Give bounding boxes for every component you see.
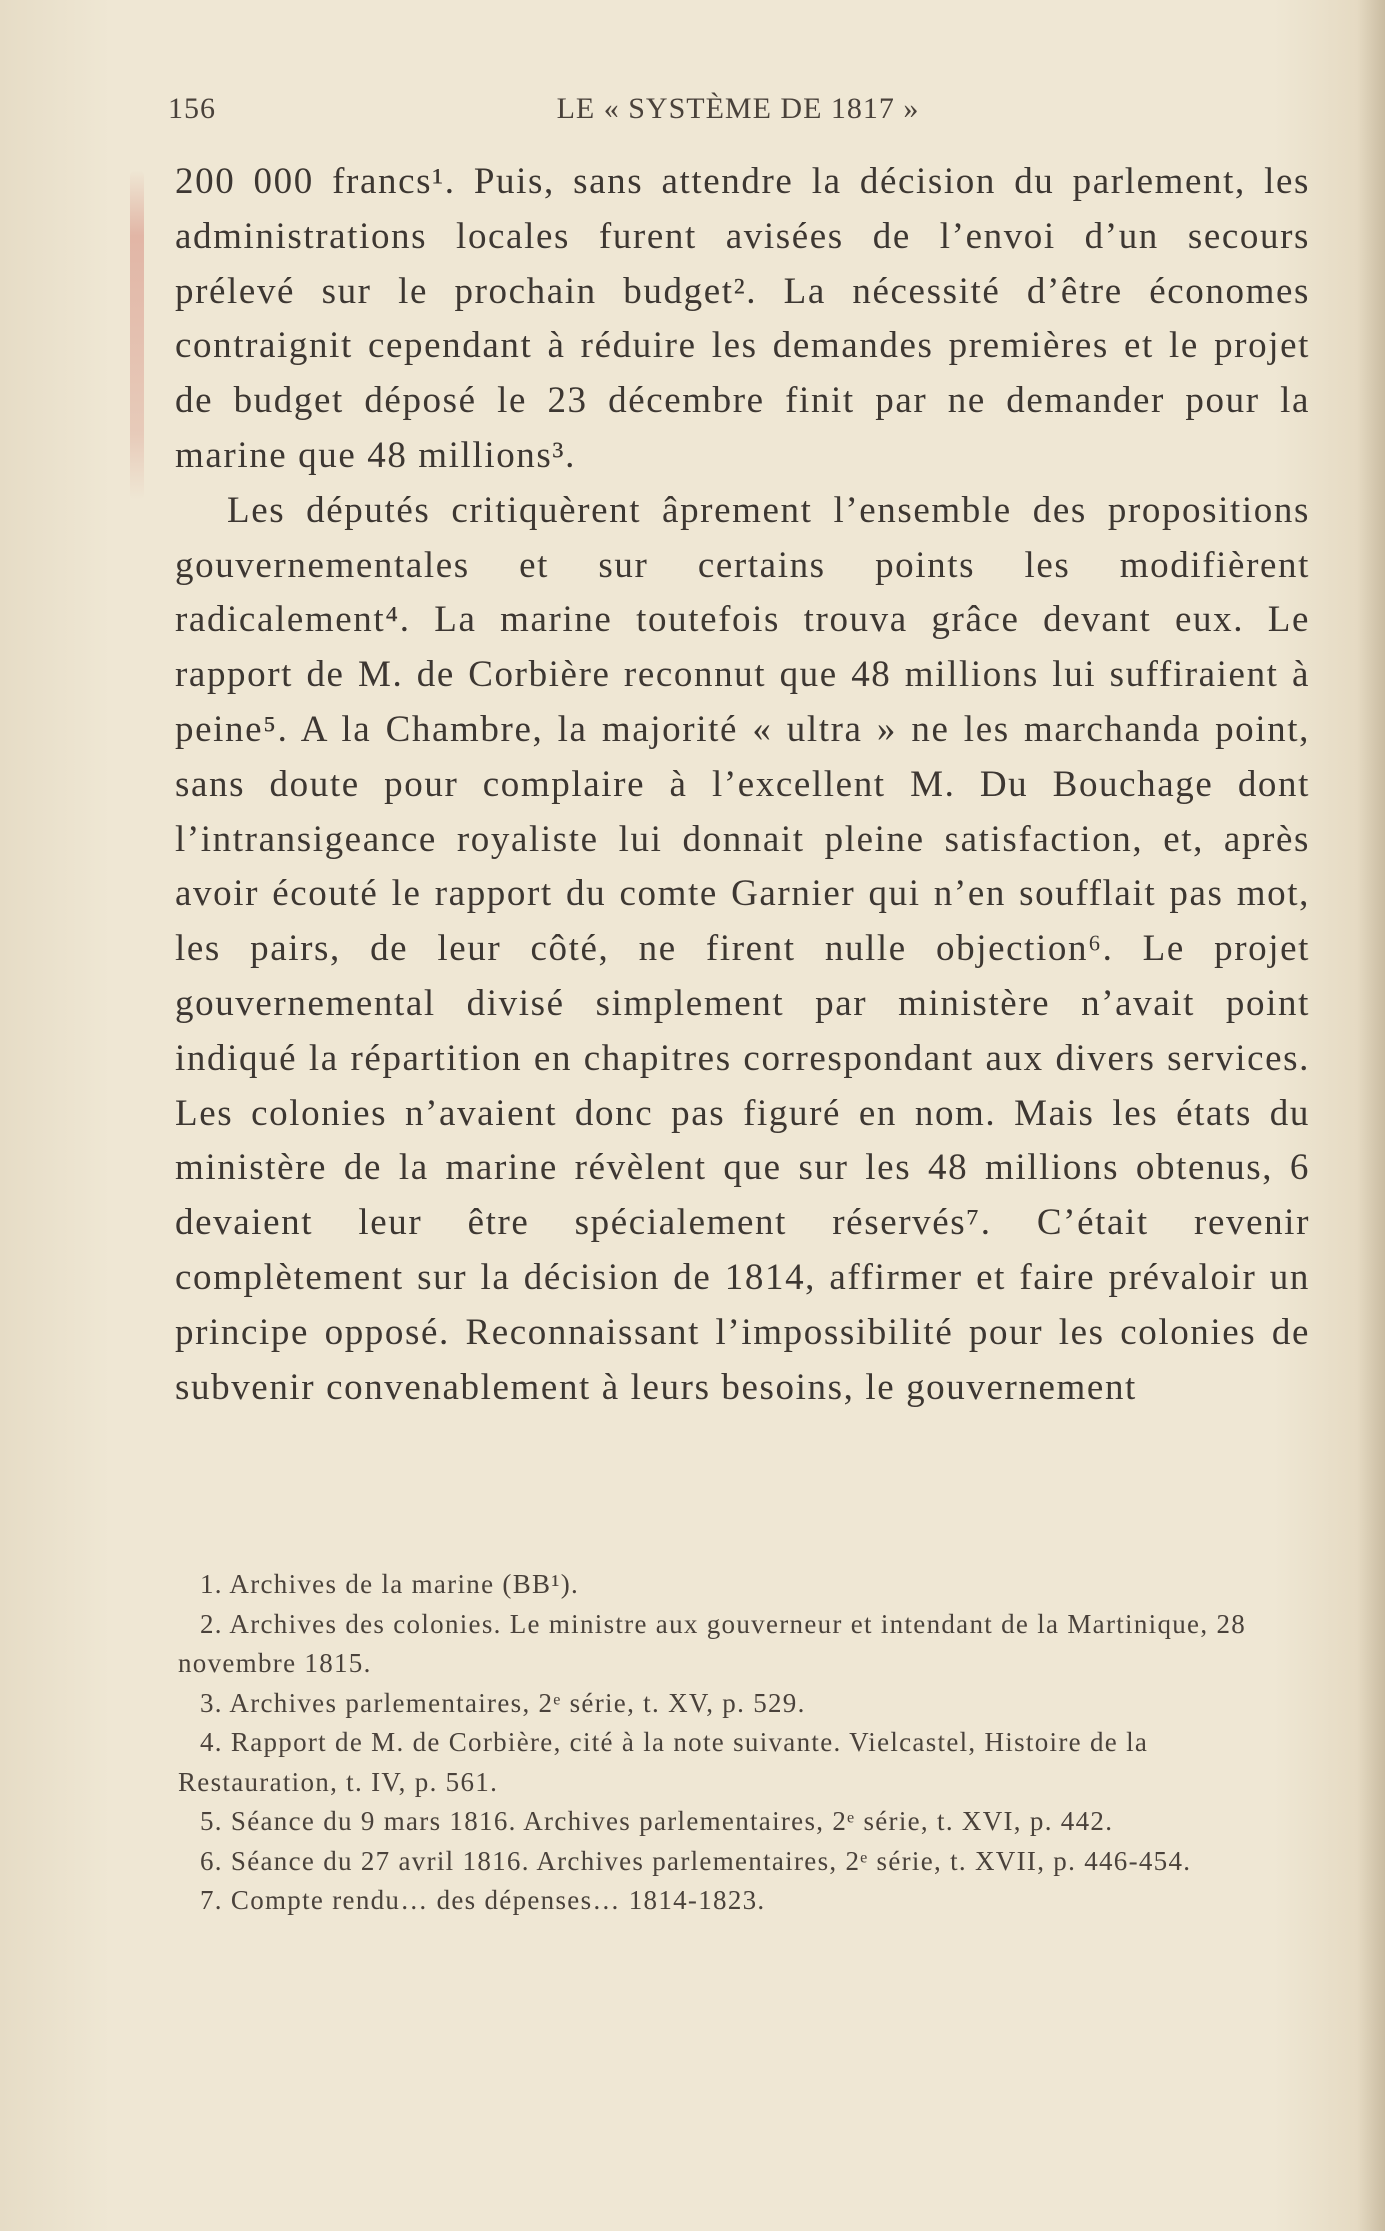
margin-stain <box>130 170 144 500</box>
footnote-2: 2. Archives des colonies. Le ministre aux gouverneur et intendant de la Martinique, 28 novembre 1815. <box>178 1608 1247 1678</box>
page-edge-shadow <box>1357 0 1385 2231</box>
paragraph-1: 200 000 francs¹. Puis, sans attendre la décision du parlement, les administrations locales furent avisées de l’envoi d’un secours prélevé sur le prochain budget². La nécessité d’être économes contraignit cependant à réduire les demandes premières et le projet de budget déposé le 23 décembre finit par ne demander pour la marine que 48 millions³. <box>175 161 1310 476</box>
footnote-1: 1. Archives de la marine (BB¹). <box>200 1569 580 1599</box>
running-header <box>168 92 1308 132</box>
footnote-7: 7. Compte rendu… des dépenses… 1814-1823. <box>200 1885 766 1915</box>
page-number: 156 <box>168 92 216 125</box>
footnote-6: 6. Séance du 27 avril 1816. Archives parlementaires, 2ᵉ série, t. XVII, p. 446-454. <box>200 1845 1192 1876</box>
footnote-5: 5. Séance du 9 mars 1816. Archives parlementaires, 2ᵉ série, t. XVI, p. 442. <box>200 1806 1114 1836</box>
footnote-4: 4. Rapport de M. de Corbière, cité à la note suivante. Vielcastel, Histoire de la Restauration, t. IV, p. 561. <box>178 1727 1149 1797</box>
footnote-3: 3. Archives parlementaires, 2ᵉ série, t. XV, p. 529. <box>200 1687 806 1718</box>
footnotes <box>178 1565 1313 1921</box>
body-text <box>175 155 1310 1415</box>
paragraph-2: Les députés critiquèrent âprement l’ensemble des propositions gouvernementales et sur certains points les modifièrent radicalement⁴. La marine toutefois trouva grâce devant eux. Le rapport de M. de Corbière reconnut que 48 millions lui suffiraient à peine⁵. A la Chambre, la majorité « ultra » ne les marchanda point, sans doute pour complaire à l’excellent M. Du Bouchage dont l’intransigeance royaliste lui donnait pleine satisfaction, et, après avoir écouté le rapport du comte Garnier qui n’en soufflait pas mot, les pairs, de leur côté, ne firent nulle objection⁶. Le projet gouvernemental divisé simplement par ministère n’avait point indiqué la répartition en chapitres correspondant aux divers services. Les colonies n’avaient donc pas figuré en nom. Mais les états du ministère de la marine révèlent que sur les 48 millions obtenus, 6 devaient leur être spécialement réservés⁷. C’était revenir complètement sur la décision de 1814, affirmer et faire prévaloir un principe opposé. Reconnaissant l’impossibilité pour les colonies de subvenir convenablement à leurs besoins, le gouvernement <box>175 489 1310 1408</box>
running-title: LE « SYSTÈME DE 1817 » <box>556 92 920 125</box>
